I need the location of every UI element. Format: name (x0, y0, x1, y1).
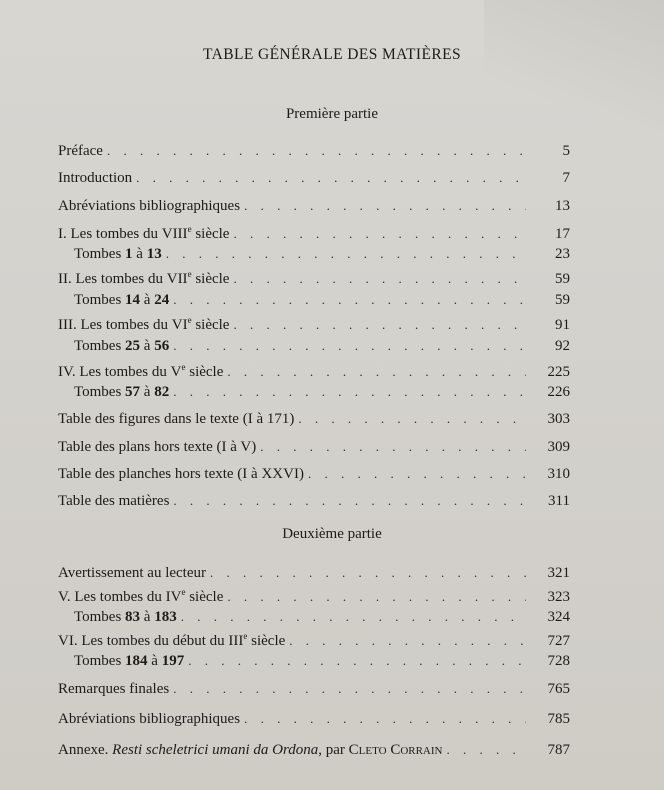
toc-entry-plans (58, 434, 570, 456)
toc-label: Abréviations bibliographiques (58, 711, 241, 727)
dot-leader (233, 270, 526, 288)
page-title: TABLE GÉNÉRALE DES MATIÈRES (203, 46, 461, 63)
dot-leader (244, 197, 526, 215)
toc-page: 323 (547, 589, 570, 605)
toc-entry-annexe (58, 737, 570, 759)
toc-page: 59 (555, 292, 570, 308)
toc-page: 5 (562, 143, 570, 159)
toc-page: 59 (555, 271, 570, 287)
toc-page: 7 (562, 170, 570, 186)
toc-entry-figures (58, 406, 570, 428)
toc-label: Table des plans hors texte (I à V) (58, 439, 257, 455)
toc-page: 310 (547, 466, 570, 482)
toc-label: Abréviations bibliographiques (58, 198, 241, 214)
toc-label: Tombes 1 à 13 (74, 246, 162, 262)
toc-label: II. Les tombes du VIIe siècle (58, 269, 230, 287)
toc-entry-chapter-5 (58, 584, 570, 606)
toc-label: Préface (58, 143, 103, 159)
toc-entry-planches (58, 461, 570, 483)
toc-label: Introduction (58, 170, 133, 186)
toc-entry-chapter-2-tombs (58, 287, 570, 309)
toc-page: 91 (555, 317, 570, 333)
toc-label: VI. Les tombes du début du IIIe siècle (58, 631, 286, 649)
toc-label: I. Les tombes du VIIIe siècle (58, 224, 230, 242)
toc-entry-chapter-4-tombs (58, 379, 570, 401)
toc-entry-chapter-5-tombs (58, 604, 570, 626)
toc-page: 303 (547, 411, 570, 427)
toc-label: Table des planches hors texte (I à XXVI) (58, 466, 304, 482)
dot-leader (244, 710, 526, 728)
toc-page: 309 (547, 439, 570, 455)
dot-leader (181, 608, 526, 626)
dot-leader (173, 492, 526, 510)
toc-entry-chapter-2 (58, 266, 570, 288)
toc-page: 727 (547, 633, 570, 649)
toc-entry-abbreviations-2 (58, 706, 570, 728)
toc-label: Remarques finales (58, 681, 170, 697)
toc-page: 785 (547, 711, 570, 727)
dot-leader (173, 383, 526, 401)
toc-label: Tombes 184 à 197 (74, 653, 185, 669)
part-heading-1: Première partie (285, 106, 379, 122)
dot-leader (447, 741, 527, 759)
dot-leader (173, 291, 526, 309)
toc-entry-chapter-6 (58, 628, 570, 650)
toc-label: V. Les tombes du IVe siècle (58, 587, 224, 605)
dot-leader (308, 465, 526, 483)
toc-page: 324 (547, 609, 570, 625)
part-heading-2: Deuxième partie (282, 526, 382, 542)
toc-label: Tombes 14 à 24 (74, 292, 170, 308)
toc-label: Tombes 25 à 56 (74, 338, 170, 354)
toc-label: III. Les tombes du VIe siècle (58, 315, 230, 333)
toc-page: 321 (547, 565, 570, 581)
toc-entry-chapter-4 (58, 359, 570, 381)
dot-leader (136, 169, 526, 187)
toc-page: 311 (548, 493, 570, 509)
toc-entry-chapter-1 (58, 221, 570, 243)
toc-entry-remarques (58, 676, 570, 698)
toc-entry-preface (58, 138, 570, 160)
toc-page: 787 (547, 742, 570, 758)
dot-leader (210, 564, 526, 582)
toc-label: Table des figures dans le texte (I à 171) (58, 411, 295, 427)
toc-entry-matieres (58, 488, 570, 510)
toc-label: Table des matières (58, 493, 170, 509)
toc-page: 765 (547, 681, 570, 697)
dot-leader (260, 438, 526, 456)
dot-leader (166, 245, 526, 263)
toc-entry-avertissement (58, 560, 570, 582)
toc-page: 225 (547, 364, 570, 380)
dot-leader (107, 142, 526, 160)
toc-label: Annexe. Resti scheletrici umani da Ordona, par Cleto Corrain (58, 742, 443, 758)
toc-entry-abbreviations (58, 193, 570, 215)
toc-label: Avertissement au lecteur (58, 565, 206, 581)
toc-page: 23 (555, 246, 570, 262)
toc-page: 17 (555, 226, 570, 242)
toc-label: Tombes 57 à 82 (74, 384, 170, 400)
toc-entry-chapter-1-tombs (58, 241, 570, 263)
toc-page: 728 (547, 653, 570, 669)
toc-entry-chapter-3-tombs (58, 333, 570, 355)
dot-leader (298, 410, 526, 428)
dot-leader (233, 316, 526, 334)
toc-entry-chapter-6-tombs (58, 648, 570, 670)
dot-leader (173, 337, 526, 355)
toc-page: 226 (547, 384, 570, 400)
toc-label: IV. Les tombes du Ve siècle (58, 362, 224, 380)
toc-page: 92 (555, 338, 570, 354)
toc-entry-chapter-3 (58, 312, 570, 334)
toc-label: Tombes 83 à 183 (74, 609, 177, 625)
toc-entry-introduction (58, 165, 570, 187)
dot-leader (188, 652, 526, 670)
toc-page: 13 (555, 198, 570, 214)
dot-leader (173, 680, 526, 698)
